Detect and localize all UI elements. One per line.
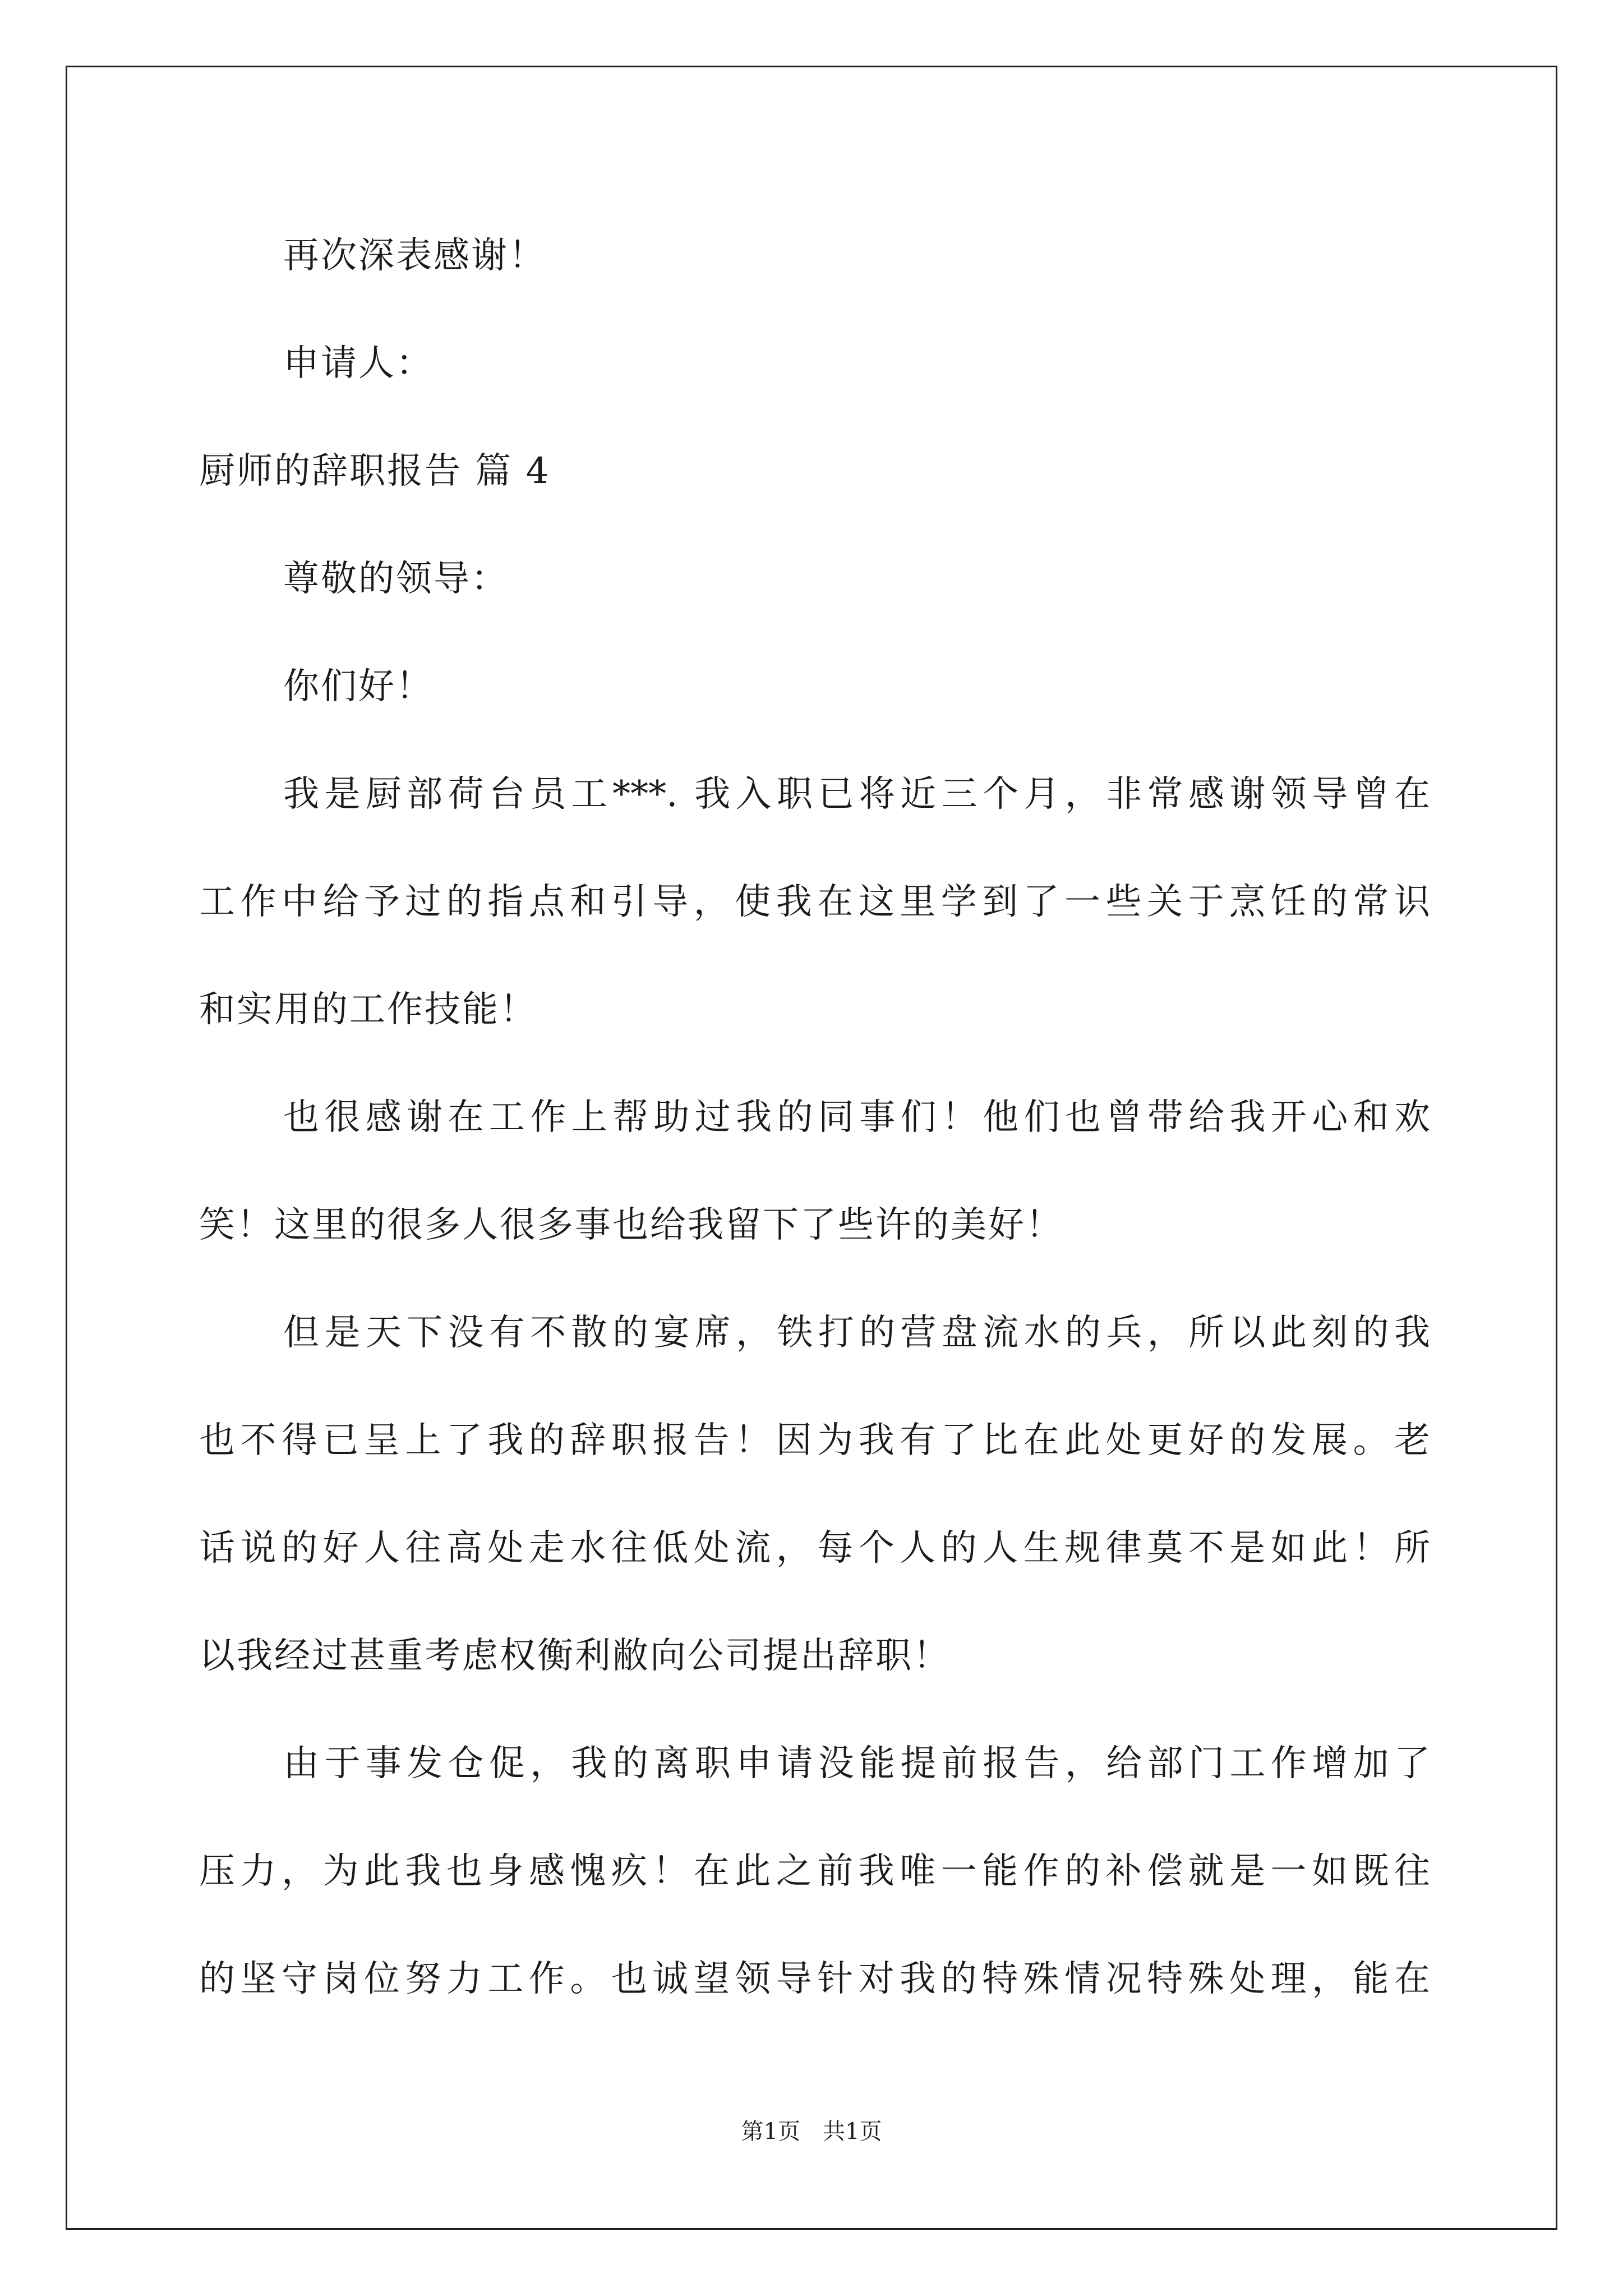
text-line: 再次深表感谢！ [283, 235, 546, 277]
text-line: 但是天下没有不散的宴席，铁打的营盘流水的兵，所以此刻的我 [283, 1312, 1430, 1354]
text-line: 和实用的工作技能！ [199, 989, 537, 1030]
greeting: 你们好！ [283, 666, 434, 707]
text-line: 以我经过甚重考虑权衡利敝向公司提出辞职！ [199, 1635, 951, 1677]
text-line: 由于事发仓促，我的离职申请没能提前报告，给部门工作增加了 [283, 1743, 1430, 1784]
salutation: 尊敬的领导： [283, 558, 509, 600]
text-line: 的坚守岗位努力工作。也诚望领导针对我的特殊情况特殊处理，能在 [199, 1958, 1430, 2000]
text-line: 我是厨部荷台员工***. 我入职已将近三个月，非常感谢领导曾在 [283, 774, 1430, 815]
text-line: 也很感谢在工作上帮助过我的同事们！他们也曾带给我开心和欢 [283, 1097, 1430, 1138]
text-line: 工作中给予过的指点和引导，使我在这里学到了一些关于烹饪的常识 [199, 881, 1430, 923]
document-body [199, 202, 1430, 2033]
text-line: 笑！这里的很多人很多事也给我留下了些许的美好！ [199, 1204, 1063, 1246]
text-line: 也不得已呈上了我的辞职报告！因为我有了比在此处更好的发展。老 [199, 1420, 1430, 1461]
text-line: 压力，为此我也身感愧疚！在此之前我唯一能作的补偿就是一如既往 [199, 1851, 1430, 1892]
section-heading: 厨师的辞职报告 篇 4 [199, 450, 551, 492]
page-footer: 第1页 共1页 [741, 2119, 882, 2145]
text-line: 话说的好人往高处走水往低处流，每个人的人生规律莫不是如此！所 [199, 1527, 1430, 1569]
text-line: 申请人： [283, 343, 434, 384]
